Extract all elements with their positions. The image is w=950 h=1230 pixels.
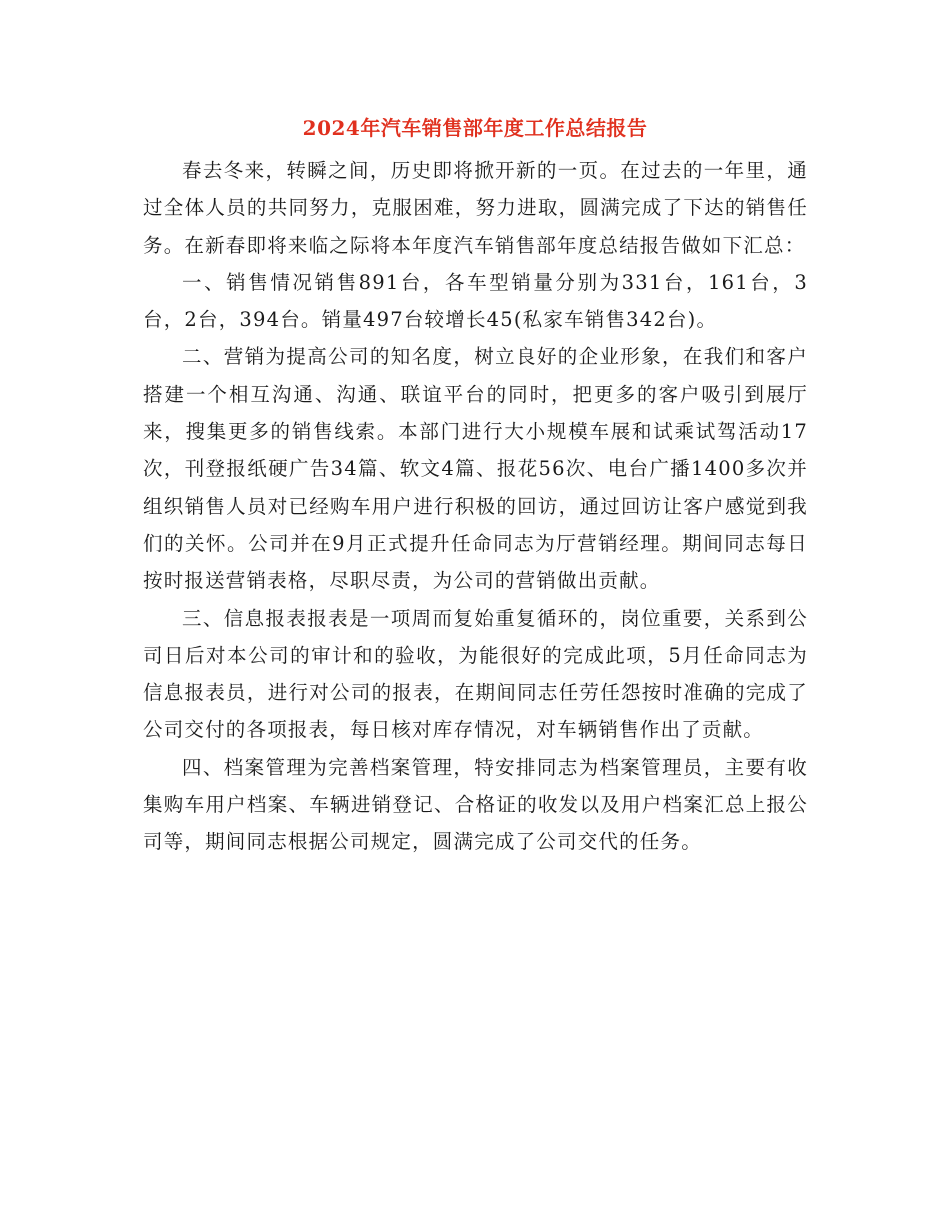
paragraph-intro: 春去冬来，转瞬之间，历史即将掀开新的一页。在过去的一年里，通过全体人员的共同努力，克服困难，努力进取，圆满完成了下达的销售任务。在新春即将来临之际将本年度汽车销售部年度总结报告做如下汇总：	[143, 159, 808, 257]
paragraph-archives: 四、档案管理为完善档案管理，特安排同志为档案管理员，主要有收集购车用户档案、车辆进销登记、合格证的收发以及用户档案汇总上报公司等，期间同志根据公司规定，圆满完成了公司交代的任务。	[143, 755, 808, 854]
document-body	[143, 152, 808, 861]
document-title: 2024年汽车销售部年度工作总结报告	[302, 116, 648, 140]
paragraph-sales: 一、销售情况销售891台，各车型销量分别为331台，161台，3台，2台，394台。销量497台较增长45(私家车销售342台)。	[143, 270, 808, 332]
paragraph-reports: 三、信息报表报表是一项周而复始重复循环的，岗位重要，关系到公司日后对本公司的审计和的验收，为能很好的完成此项，5月任命同志为信息报表员，进行对公司的报表，在期间同志任劳任怨按时准确的完成了公司交付的各项报表，每日核对库存情况，对车辆销售作出了贡献。	[143, 606, 808, 742]
paragraph-marketing: 二、营销为提高公司的知名度，树立良好的企业形象，在我们和客户搭建一个相互沟通、沟通、联谊平台的同时，把更多的客户吸引到展厅来，搜集更多的销售线索。本部门进行大小规模车展和试乘试驾活动17次，刊登报纸硬广告34篇、软文4篇、报花56次、电台广播1400多次并组织销售人员对已经购车用户进行积极的回访，通过回访让客户感觉到我们的关怀。公司并在9月正式提升任命同志为厅营销经理。期间同志每日按时报送营销表格，尽职尽责，为公司的营销做出贡献。	[143, 345, 808, 593]
